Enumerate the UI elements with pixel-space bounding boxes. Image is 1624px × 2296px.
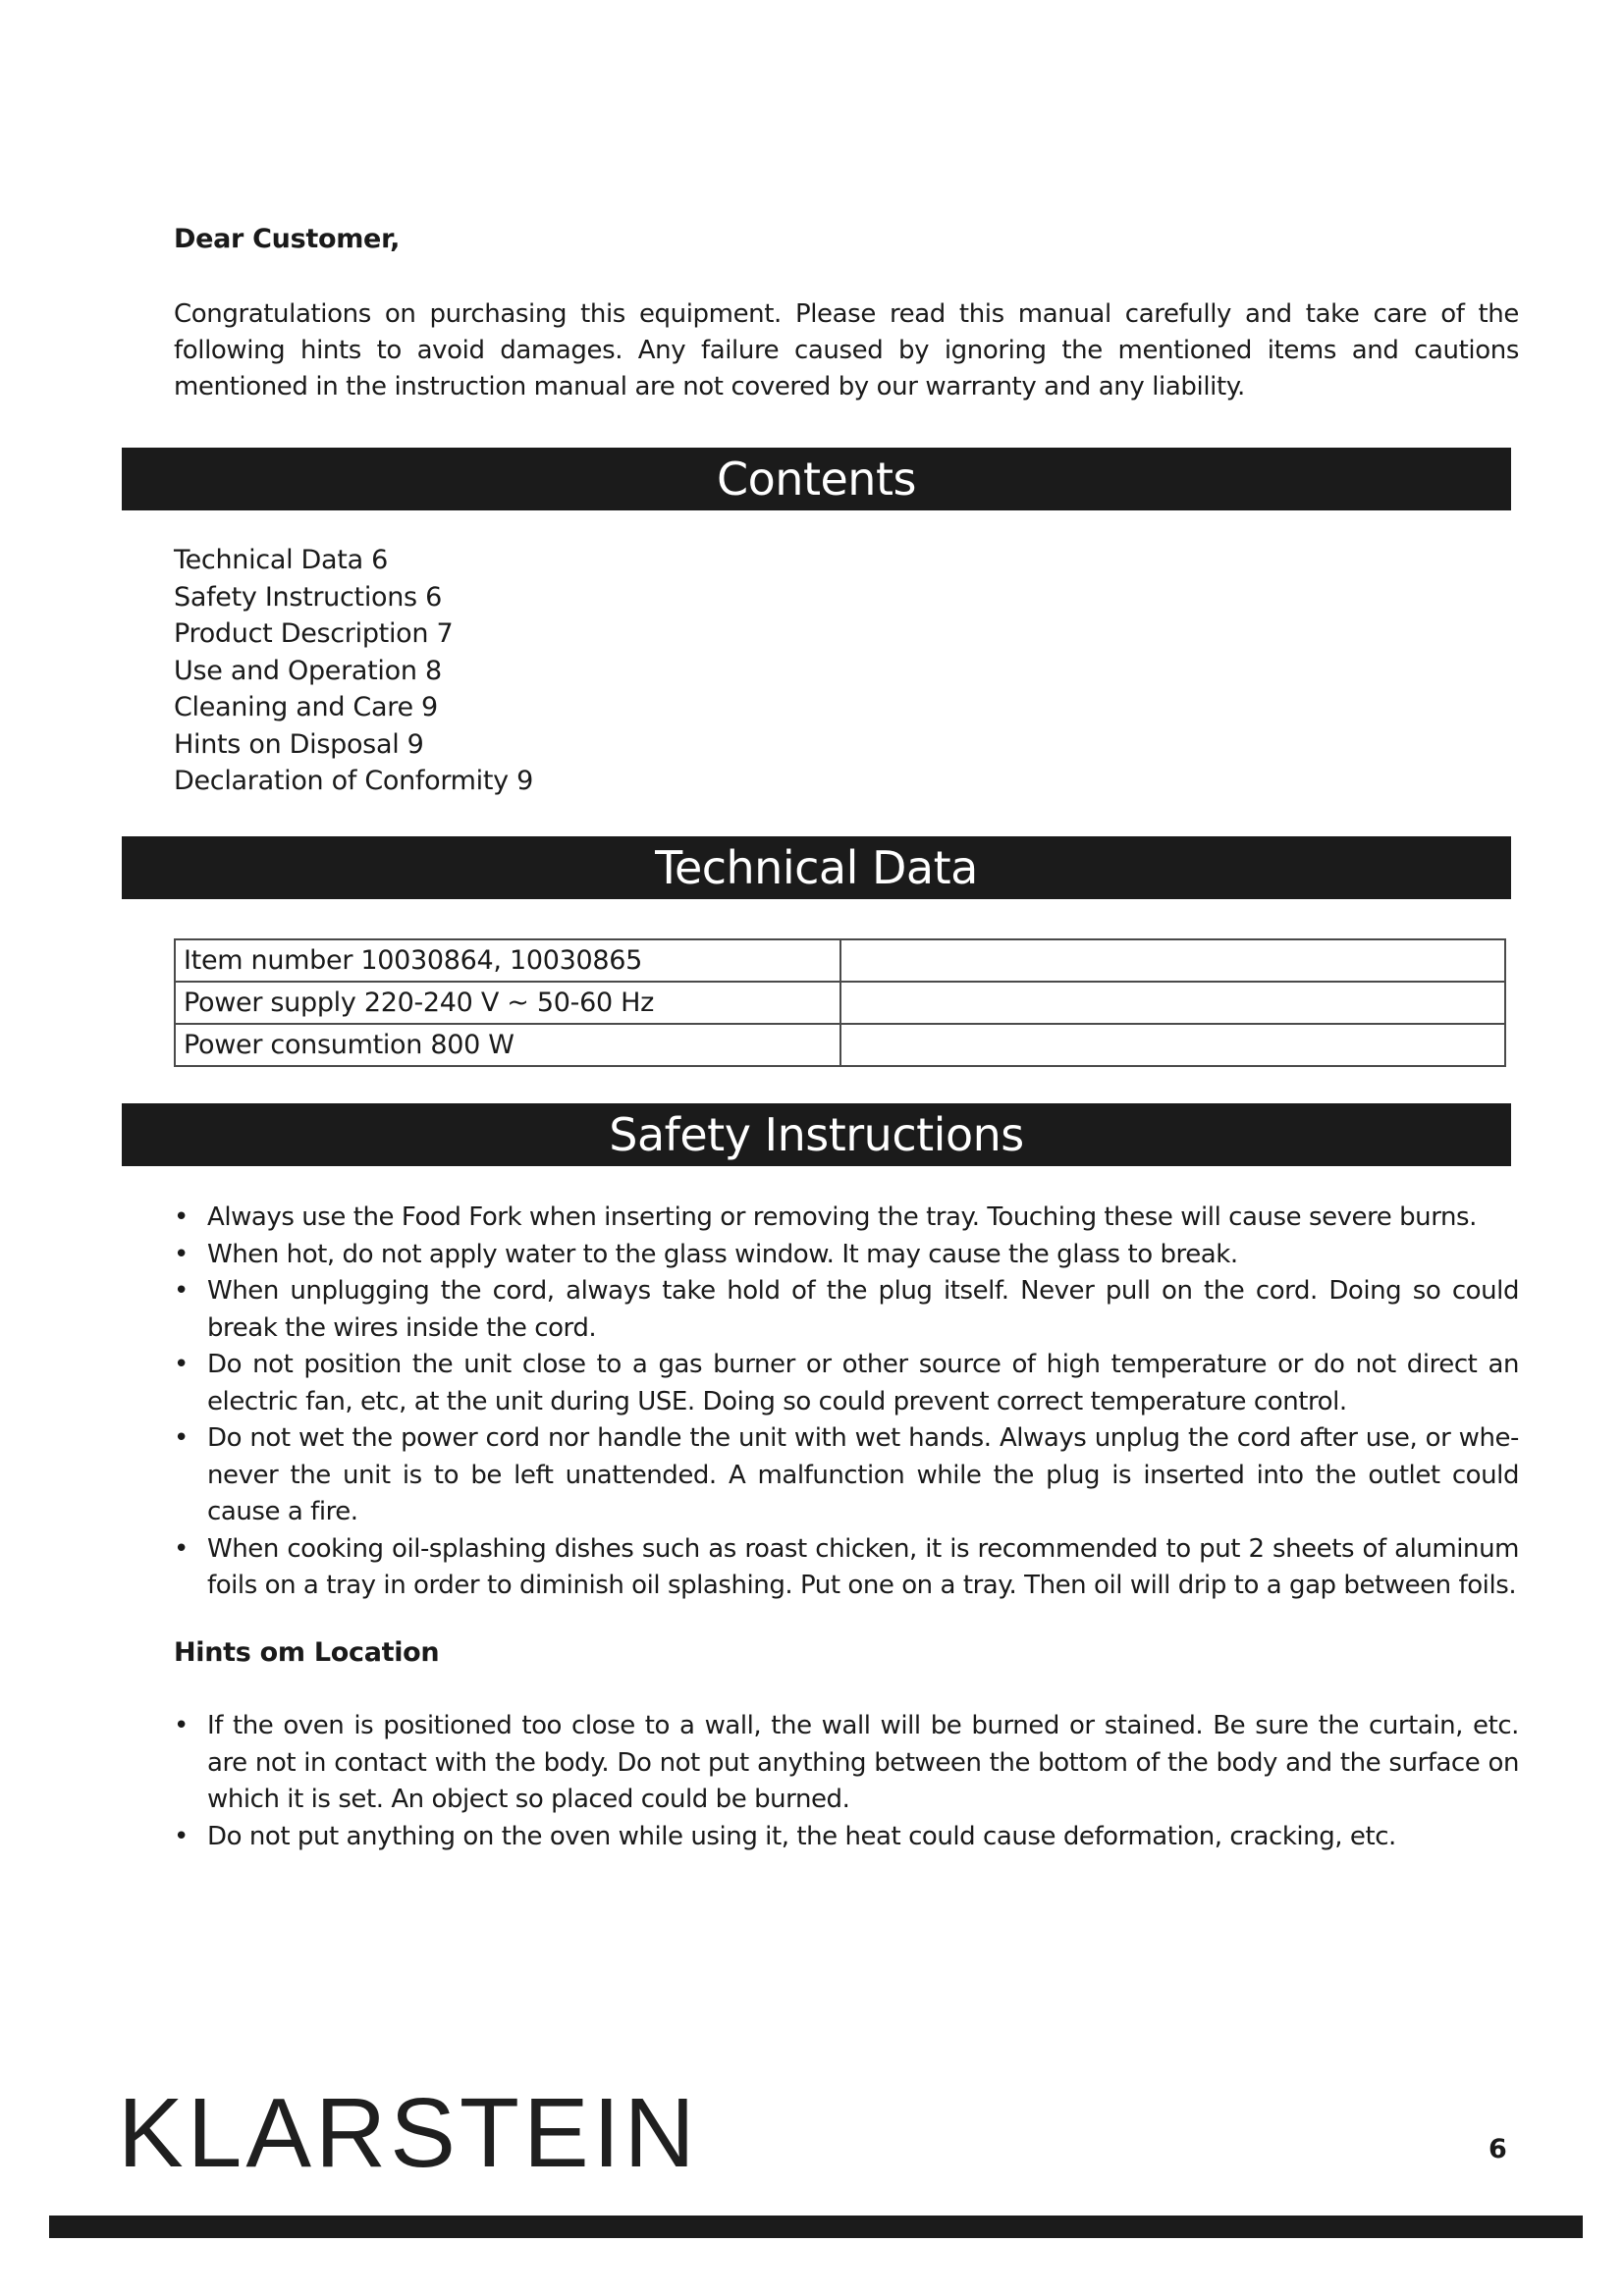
- location-item: • If the oven is positioned too close to a wall, the wall will be burned or stained. Be sure the curtain, etc. are not in contact with the body. Do not put anything between the bottom of the body and the surface on which it is set. An object so placed could be burned.: [174, 1708, 1519, 1819]
- location-heading: Hints om Location: [174, 1637, 440, 1668]
- table-row: [175, 982, 1505, 1024]
- location-item: • Do not put anything on the oven while using it, the heat could cause deformation, cracking, etc.: [174, 1819, 1519, 1856]
- table-row: [175, 1024, 1505, 1066]
- greeting: Dear Customer,: [174, 224, 401, 254]
- page-number: 6: [1489, 2134, 1507, 2164]
- safety-item: • Do not wet the power cord nor handle the unit with wet hands. Always unplug the cord after use, or whe-never the unit is to be left unattended. A malfunction while the plug is inserted into the outlet could cause a fire.: [174, 1420, 1519, 1531]
- toc-item: Technical Data 6: [174, 545, 388, 575]
- brand-logo: KLARSTEIN: [118, 2078, 699, 2188]
- safety-list: [174, 1200, 1519, 1605]
- safety-item: • When unplugging the cord, always take hold of the plug itself. Never pull on the cord. Doing so could break the wires inside the cord.: [174, 1273, 1519, 1347]
- toc-item: Hints on Disposal 9: [174, 728, 424, 760]
- table-of-contents: [174, 542, 533, 800]
- toc-item: Use and Operation 8: [174, 655, 442, 686]
- contents-heading: Contents: [122, 448, 1511, 510]
- table-cell-value: [840, 982, 1505, 1024]
- safety-item: • Always use the Food Fork when inserting or removing the tray. Touching these will cause severe burns.: [174, 1200, 1519, 1237]
- toc-item: Product Description 7: [174, 618, 454, 649]
- table-cell-value: [840, 939, 1505, 982]
- toc-item: Declaration of Conformity 9: [174, 766, 534, 796]
- intro-paragraph: Congratulations on purchasing this equipment. Please read this manual carefully and take care of the following hints to avoid damages. Any failure caused by ignoring the mentioned items and cautions mentioned in the instruction manual are not covered by our warranty and any liability.: [174, 299, 1519, 401]
- safety-item: • When cooking oil-splashing dishes such as roast chicken, it is recommended to put 2 sheets of aluminum foils on a tray in order to diminish oil splashing. Put one on a tray. Then oil will drip to a gap between foils.: [174, 1531, 1519, 1605]
- table-cell-label: Power supply 220-240 V ~ 50-60 Hz: [175, 982, 840, 1024]
- safety-item: • When hot, do not apply water to the glass window. It may cause the glass to break.: [174, 1237, 1519, 1274]
- safety-heading: Safety Instructions: [122, 1103, 1511, 1166]
- technical-data-heading: Technical Data: [122, 836, 1511, 899]
- toc-item: Cleaning and Care 9: [174, 692, 438, 722]
- table-cell-label: Item number 10030864, 10030865: [175, 939, 840, 982]
- table-row: [175, 939, 1505, 982]
- footer-divider: [49, 2216, 1583, 2238]
- table-cell-value: [840, 1024, 1505, 1066]
- toc-item: Safety Instructions 6: [174, 581, 442, 613]
- technical-data-table: [174, 938, 1506, 1067]
- safety-item: • Do not position the unit close to a gas burner or other source of high temperature or do not direct an electric fan, etc, at the unit during USE. Doing so could prevent correct temperature control.: [174, 1347, 1519, 1420]
- location-list: [174, 1708, 1519, 1855]
- table-cell-label: Power consumtion 800 W: [175, 1024, 840, 1066]
